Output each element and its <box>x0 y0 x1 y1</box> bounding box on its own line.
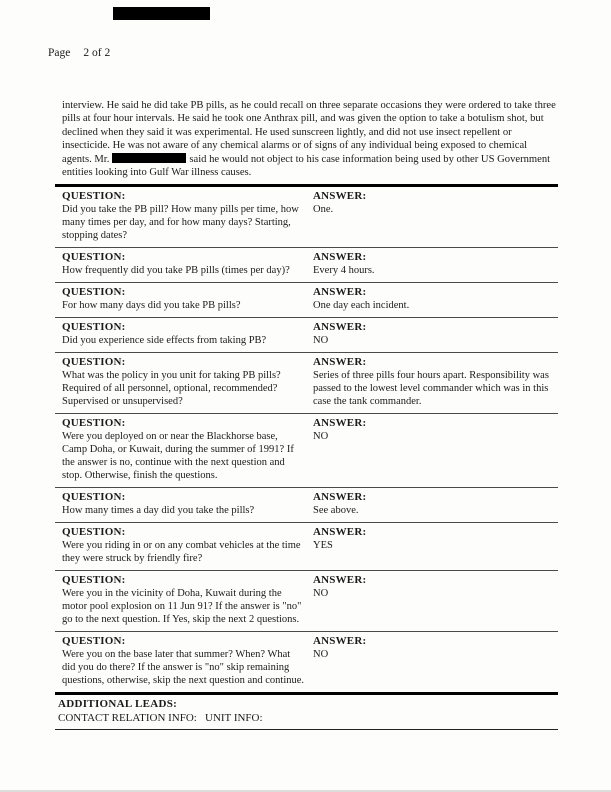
question-text: What was the policy in you unit for taking PB pills? Required of all personnel, optional, recommended? Supervised or unsupervised? <box>62 370 281 407</box>
question-cell <box>55 573 313 627</box>
question-cell <box>55 634 313 688</box>
answer-text: Series of three pills four hours apart. Responsibility was passed to the lowest level commander which was in this case the tank commander. <box>313 370 549 407</box>
page-label: Page <box>48 47 71 59</box>
page-number: 2 of 2 <box>83 47 111 59</box>
qa-row <box>55 414 558 488</box>
question-cell <box>55 189 313 243</box>
content-area <box>55 184 558 730</box>
qa-row <box>55 632 558 692</box>
question-cell <box>55 285 313 313</box>
answer-cell <box>313 490 558 518</box>
question-label: QUESTION: <box>62 251 126 263</box>
question-text: Were you on the base later that summer? When? What did you do there? If the answer is "no" skip remaining questions, otherwise, skip the next question and continue. <box>62 649 305 686</box>
answer-cell <box>313 285 558 313</box>
redaction-bar-header <box>113 7 210 20</box>
answer-text: NO <box>313 649 329 660</box>
answer-label: ANSWER: <box>313 417 367 429</box>
answer-text: NO <box>313 335 329 346</box>
additional-leads-section <box>55 695 558 724</box>
question-text: Did you take the PB pill? How many pills per time, how many times per day, and for how many days? Starting, stopping dates? <box>62 204 299 241</box>
answer-cell <box>313 416 558 483</box>
qa-row <box>55 571 558 632</box>
intro-paragraph <box>62 99 558 179</box>
question-text: How frequently did you take PB pills (times per day)? <box>62 265 290 276</box>
contact-info-row <box>58 712 558 724</box>
question-label: QUESTION: <box>62 321 126 333</box>
answer-text: One day each incident. <box>313 300 410 311</box>
qa-row <box>55 248 558 283</box>
answer-text: NO <box>313 588 329 599</box>
page-number-line <box>48 47 110 59</box>
answer-label: ANSWER: <box>313 635 367 647</box>
intro-text-before: interview. He said he did take PB pills, as he could recall on three separate occasions they were ordered to take three pills at four hour intervals. He said he took one Anthrax pill, and was given the option to take a botulism shot, but declined when they said it was experimental. He used sunscreen lightly, and did not use insect repellent or insecticide. He was not aware of any chemical alarms or of signs of any individual being exposed to chemical agents. Mr. <box>62 100 556 165</box>
answer-label: ANSWER: <box>313 356 367 368</box>
question-label: QUESTION: <box>62 190 126 202</box>
question-text: How many times a day did you take the pills? <box>62 505 255 516</box>
question-cell <box>55 416 313 483</box>
qa-table-body <box>55 187 558 692</box>
question-label: QUESTION: <box>62 526 126 538</box>
answer-cell <box>313 320 558 348</box>
answer-text: YES <box>313 540 333 551</box>
answer-label: ANSWER: <box>313 286 367 298</box>
question-label: QUESTION: <box>62 635 126 647</box>
answer-label: ANSWER: <box>313 526 367 538</box>
answer-cell <box>313 634 558 688</box>
question-label: QUESTION: <box>62 574 126 586</box>
qa-row <box>55 318 558 353</box>
redaction-bar-name <box>112 153 186 163</box>
answer-text: See above. <box>313 505 359 516</box>
answer-cell <box>313 355 558 409</box>
additional-leads-label: ADDITIONAL LEADS: <box>58 698 178 710</box>
question-text: Were you in the vicinity of Doha, Kuwait during the motor pool explosion on 11 Jun 91? If the answer is "no" go to the next question. If Yes, skip the next 2 questions. <box>62 588 302 625</box>
answer-label: ANSWER: <box>313 574 367 586</box>
answer-label: ANSWER: <box>313 251 367 263</box>
footer-divider <box>55 729 558 730</box>
question-label: QUESTION: <box>62 491 126 503</box>
answer-cell <box>313 250 558 278</box>
answer-cell <box>313 573 558 627</box>
question-cell <box>55 525 313 566</box>
question-label: QUESTION: <box>62 356 126 368</box>
answer-label: ANSWER: <box>313 190 367 202</box>
contact-relation-label: CONTACT RELATION INFO: <box>58 712 197 724</box>
qa-row <box>55 523 558 571</box>
question-cell <box>55 250 313 278</box>
question-cell <box>55 490 313 518</box>
answer-label: ANSWER: <box>313 321 367 333</box>
question-text: Were you riding in or on any combat vehicles at the time they were struck by friendly fire? <box>62 540 301 564</box>
answer-text: Every 4 hours. <box>313 265 375 276</box>
question-text: Did you experience side effects from taking PB? <box>62 335 267 346</box>
qa-row <box>55 353 558 414</box>
question-label: QUESTION: <box>62 286 126 298</box>
question-text: For how many days did you take PB pills? <box>62 300 241 311</box>
qa-row <box>55 187 558 248</box>
intro-text-after: said he would not object to his case information being used by other US Government entities looking into Gulf War illness causes. <box>62 153 551 179</box>
qa-table <box>55 184 558 695</box>
answer-text: NO <box>313 431 329 442</box>
answer-label: ANSWER: <box>313 491 367 503</box>
answer-text: One. <box>313 204 334 215</box>
question-text: Were you deployed on or near the Blackhorse base, Camp Doha, or Kuwait, during the summer of 1991? If the answer is no, continue with the next question and stop. Otherwise, finish the questions. <box>62 431 294 481</box>
question-cell <box>55 320 313 348</box>
answer-cell <box>313 525 558 566</box>
qa-row <box>55 488 558 523</box>
qa-row <box>55 283 558 318</box>
question-label: QUESTION: <box>62 417 126 429</box>
question-cell <box>55 355 313 409</box>
answer-cell <box>313 189 558 243</box>
unit-info-label: UNIT INFO: <box>205 712 263 724</box>
